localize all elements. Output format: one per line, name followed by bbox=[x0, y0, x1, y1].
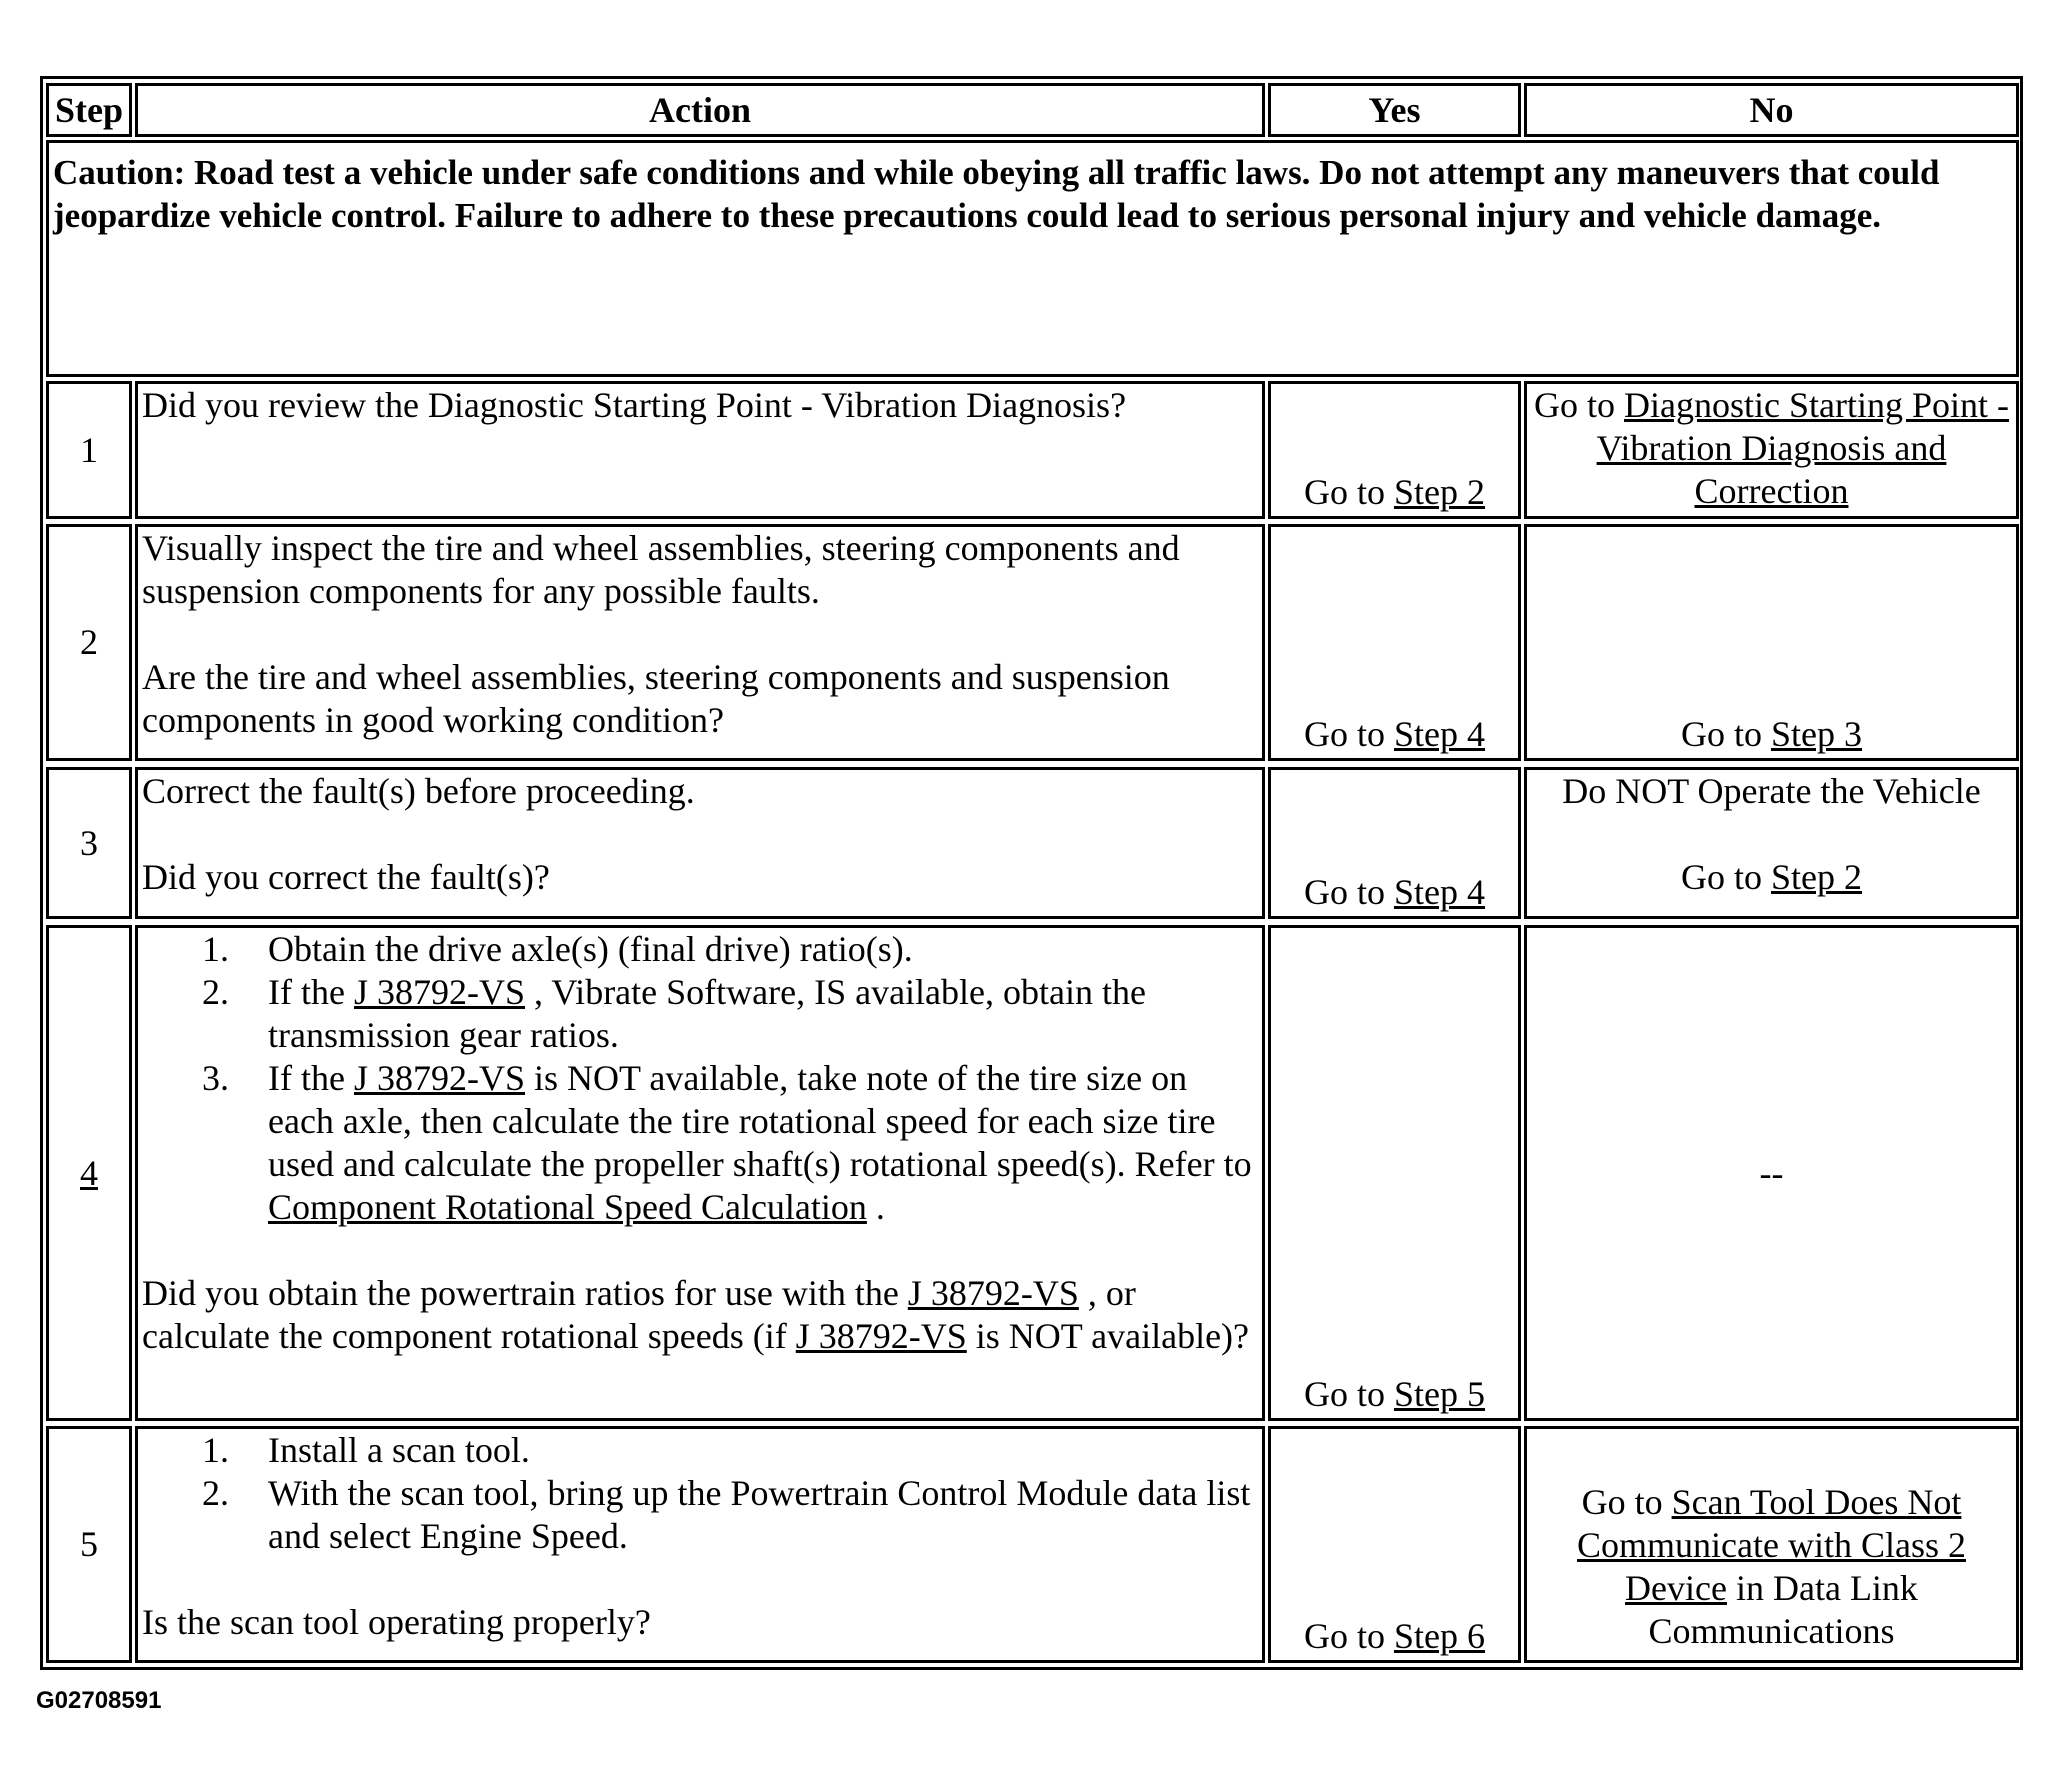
header-no-label: No bbox=[1749, 89, 1794, 130]
link-step-6[interactable]: Step 6 bbox=[1393, 1616, 1485, 1656]
link-step-4[interactable]: Step 4 bbox=[1393, 872, 1485, 912]
step-2-no bbox=[1524, 524, 2019, 761]
step-5-number bbox=[46, 1426, 132, 1663]
action-question: Did you correct the fault(s)? bbox=[142, 857, 550, 897]
link-scan-tool-does-not-communicate[interactable]: Scan Tool Does Not Communicate with Class 2 Device bbox=[1577, 1482, 1966, 1608]
list-item-text: If the bbox=[268, 972, 345, 1012]
go-to-label: Go to bbox=[1303, 472, 1385, 512]
step-3-number bbox=[46, 767, 132, 919]
step-number: 3 bbox=[80, 822, 98, 863]
step-4-yes bbox=[1268, 925, 1521, 1421]
link-step-2[interactable]: Step 2 bbox=[1770, 857, 1862, 897]
step-1-yes bbox=[1268, 381, 1521, 519]
link-j38792-vs[interactable]: J 38792-VS bbox=[353, 972, 525, 1012]
go-to-label: Go to bbox=[1581, 1482, 1663, 1522]
header-yes bbox=[1268, 83, 1521, 137]
step-number: 5 bbox=[80, 1524, 98, 1564]
link-j38792-vs[interactable]: J 38792-VS bbox=[353, 1058, 525, 1098]
action-question: Are the tire and wheel assemblies, steering components and suspension components in good working condition? bbox=[142, 657, 1170, 740]
step-2-number bbox=[46, 524, 132, 761]
caution-note bbox=[46, 140, 2019, 377]
go-to-label: Go to bbox=[1680, 714, 1762, 754]
ordered-list bbox=[142, 1429, 1258, 1558]
list-item-text: Install a scan tool. bbox=[268, 1430, 530, 1470]
step-3-action bbox=[135, 767, 1265, 919]
list-item-text: . bbox=[875, 1187, 885, 1227]
list-item-text: With the scan tool, bring up the Powertrain Control Module data list and select Engine Speed. bbox=[268, 1473, 1251, 1556]
figure-id: G02708591 bbox=[36, 1687, 162, 1714]
go-to-label: Go to bbox=[1534, 385, 1615, 425]
action-question: Did you obtain the powertrain ratios for use with the J 38792-VS , or calculate the component rotational speeds (if J 38792-VS is NOT available)? bbox=[142, 1273, 1250, 1356]
step-3-yes bbox=[1268, 767, 1521, 919]
list-item: 2. With the scan tool, bring up the Powertrain Control Module data list and select Engine Speed. bbox=[202, 1473, 1251, 1556]
link-component-rotational-speed[interactable]: Component Rotational Speed Calculation bbox=[268, 1187, 867, 1227]
step-2-yes bbox=[1268, 524, 1521, 761]
header-step-label: Step bbox=[54, 89, 123, 130]
list-item: 1. Install a scan tool. bbox=[202, 1430, 530, 1470]
step-number: 2 bbox=[80, 622, 98, 662]
go-to-label: Go to bbox=[1303, 714, 1385, 754]
list-item: 3. If the J 38792-VS is NOT available, take note of the tire size on each axle, then calculate the tire rotational speed for each size tire used and calculate the propeller shaft(s) rotational speed(s). Refer to Component Rotational Speed Calculation . bbox=[202, 1058, 1252, 1227]
link-step-2[interactable]: Step 2 bbox=[1393, 472, 1485, 512]
header-no bbox=[1524, 83, 2019, 137]
list-item-text: , Vibrate Software, IS available, obtain the transmission gear ratios. bbox=[268, 972, 1146, 1055]
step-1-number bbox=[46, 381, 132, 519]
step-3-no bbox=[1524, 767, 2019, 919]
list-item: 1. Obtain the drive axle(s) (final drive) ratio(s). bbox=[202, 929, 913, 969]
go-to-label: Go to bbox=[1303, 1616, 1385, 1656]
link-diagnostic-starting-point[interactable]: Diagnostic Starting Point - Vibration Diagnosis and Correction bbox=[1596, 385, 2009, 511]
list-item: 2. If the J 38792-VS , Vibrate Software, IS available, obtain the transmission gear ratios. bbox=[202, 972, 1146, 1055]
list-item-text: If the bbox=[268, 1058, 345, 1098]
step-1-no bbox=[1524, 381, 2019, 519]
header-action-label: Action bbox=[649, 89, 751, 130]
ordered-list bbox=[142, 928, 1258, 1229]
link-j38792-vs[interactable]: J 38792-VS bbox=[795, 1316, 967, 1356]
header-step bbox=[46, 83, 132, 137]
link-j38792-vs[interactable]: J 38792-VS bbox=[907, 1273, 1079, 1313]
link-step-3[interactable]: Step 3 bbox=[1770, 714, 1862, 754]
link-step-5[interactable]: Step 5 bbox=[1393, 1374, 1485, 1414]
action-question: Is the scan tool operating properly? bbox=[142, 1602, 651, 1642]
step-4-no bbox=[1524, 925, 2019, 1421]
caution-text: Caution: Road test a vehicle under safe conditions and while obeying all traffic laws. Do not attempt any maneuvers that could jeopardize vehicle control. Failure to adhere to these precautions could lead to serious personal injury and vehicle damage. bbox=[53, 153, 1940, 235]
go-to-label: Go to bbox=[1303, 1374, 1385, 1414]
step-5-no bbox=[1524, 1426, 2019, 1663]
no-dash: -- bbox=[1759, 1152, 1784, 1193]
diagnostic-table bbox=[40, 76, 2023, 1670]
go-to-label: Go to bbox=[1303, 872, 1385, 912]
go-to-label: Go to bbox=[1680, 857, 1762, 897]
header-action bbox=[135, 83, 1265, 137]
step-2-action bbox=[135, 524, 1265, 761]
step-1-action bbox=[135, 381, 1265, 519]
no-warning: Do NOT Operate the Vehicle bbox=[1562, 771, 1981, 811]
action-question: Did you review the Diagnostic Starting Point - Vibration Diagnosis? bbox=[142, 385, 1127, 425]
step-number: 1 bbox=[80, 429, 98, 470]
header-yes-label: Yes bbox=[1368, 89, 1421, 130]
no-tail-text: in Data Link Communications bbox=[1648, 1568, 1918, 1651]
step-number-link[interactable]: 4 bbox=[80, 1152, 98, 1193]
list-item-text: Obtain the drive axle(s) (final drive) ratio(s). bbox=[268, 929, 913, 969]
step-4-action bbox=[135, 925, 1265, 1421]
action-instruction: Visually inspect the tire and wheel assemblies, steering components and suspension components for any possible faults. bbox=[142, 528, 1180, 611]
list-item-text: is NOT available, take note of the tire size on each axle, then calculate the tire rotational speed for each size tire used and calculate the propeller shaft(s) rotational speed(s). Refer to bbox=[268, 1058, 1252, 1184]
step-5-action bbox=[135, 1426, 1265, 1663]
step-4-number bbox=[46, 925, 132, 1421]
action-instruction: Correct the fault(s) before proceeding. bbox=[142, 771, 695, 811]
link-step-4[interactable]: Step 4 bbox=[1393, 714, 1485, 754]
step-5-yes bbox=[1268, 1426, 1521, 1663]
